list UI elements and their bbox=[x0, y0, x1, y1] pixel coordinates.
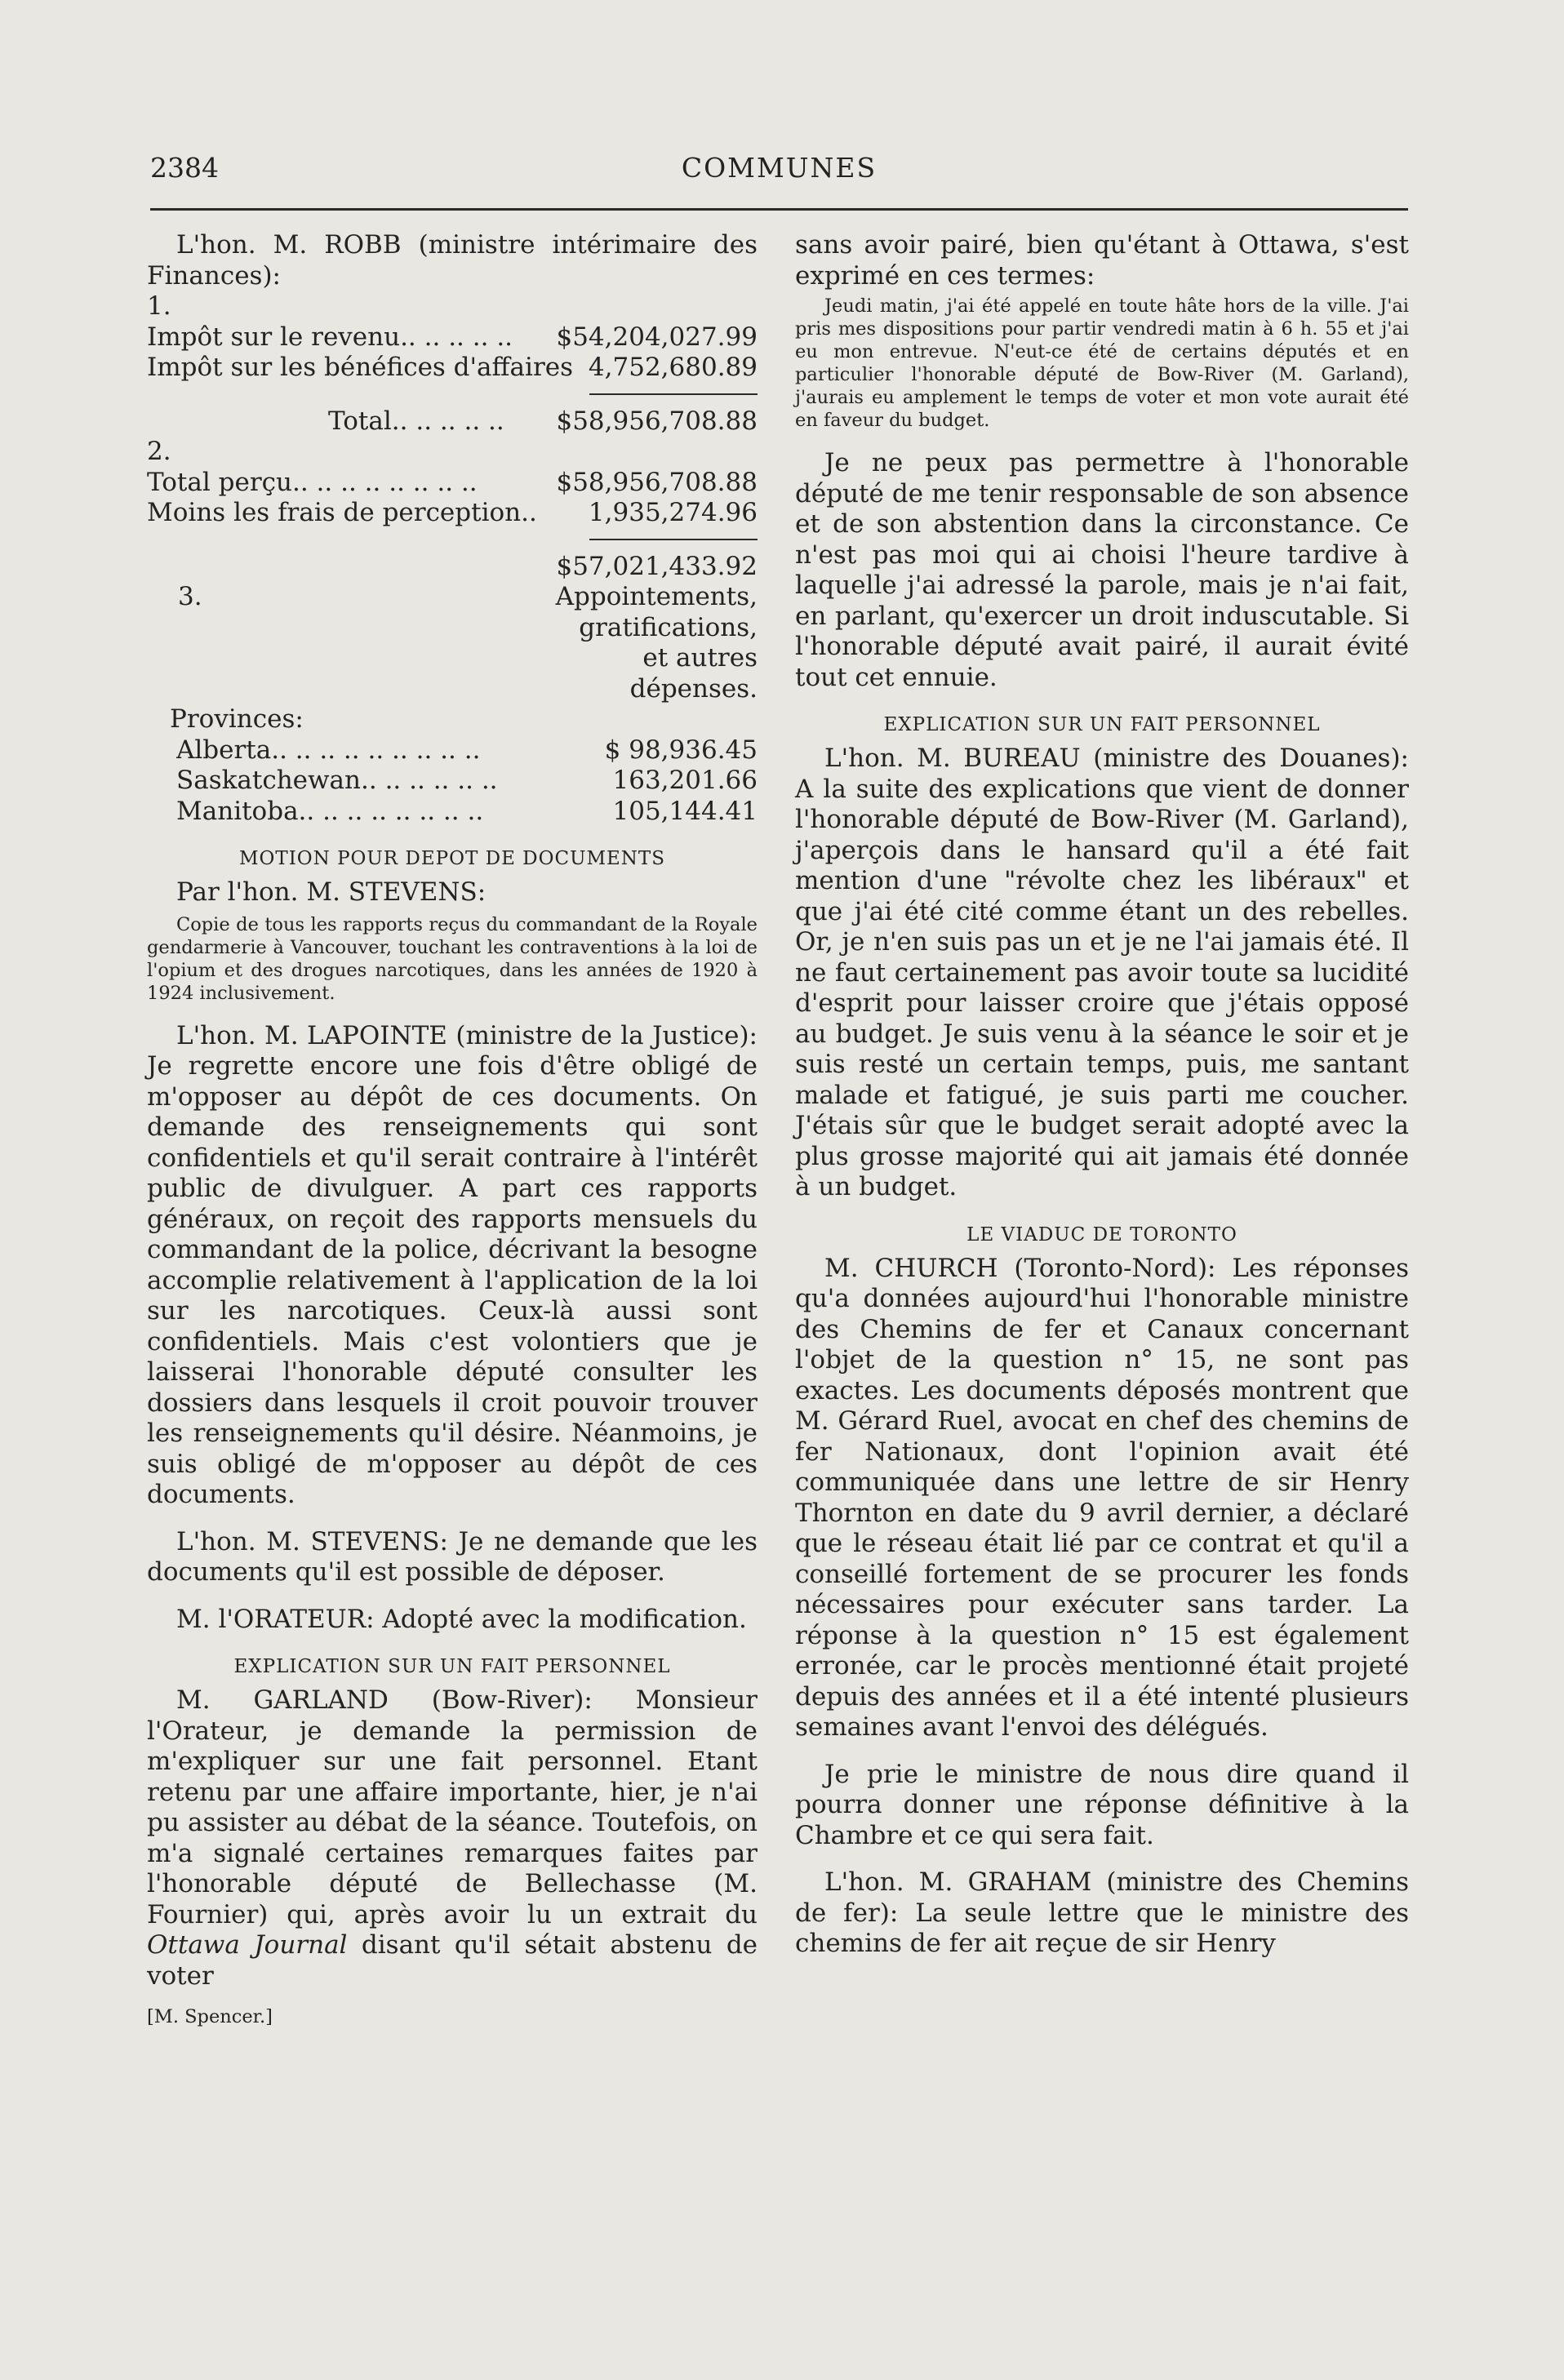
paragraph-garland bbox=[147, 1685, 758, 1991]
appointements-stack bbox=[556, 582, 758, 704]
robb-intro: L'hon. M. ROBB (ministre intérimaire des Finances): bbox=[147, 230, 758, 291]
header-rule bbox=[150, 208, 1408, 211]
row-label: Total perçu.. .. .. .. .. .. .. .. bbox=[147, 467, 478, 497]
net-value: $57,021,433.92 bbox=[556, 551, 758, 581]
sum-rule bbox=[589, 539, 758, 540]
page-header bbox=[150, 152, 1408, 193]
provinces-label: Provinces: bbox=[170, 704, 304, 734]
table-row bbox=[147, 498, 758, 529]
section-heading: EXPLICATION SUR UN FAIT PERSONNEL bbox=[883, 714, 1321, 735]
section-heading: MOTION POUR DEPOT DE DOCUMENTS bbox=[238, 848, 666, 869]
stack-line: Appointements, bbox=[555, 582, 758, 611]
total-label: Total.. .. .. .. .. bbox=[328, 406, 504, 436]
row-label: Alberta.. .. .. .. .. .. .. .. .. bbox=[176, 735, 481, 765]
table-row bbox=[147, 797, 758, 828]
row-label: Moins les frais de perception.. bbox=[147, 498, 537, 527]
table-row bbox=[147, 735, 758, 766]
newspaper-title: Ottawa Journal bbox=[147, 1930, 348, 1960]
stack-line: gratifications, bbox=[579, 612, 758, 642]
section-heading: LE VIADUC DE TORONTO bbox=[966, 1223, 1237, 1246]
table-row bbox=[147, 766, 758, 797]
motion-text: Copie de tous les rapports reçus du commandant de la Royale gendarmerie à Vancouver, touchant les contraventions à la loi de l'opium et des drogues narcotiques, dans les années de 1920 à 1924 inclusivement. bbox=[147, 913, 758, 1004]
row-value: 105,144.41 bbox=[612, 796, 758, 826]
paragraph-continued: sans avoir pairé, bien qu'étant à Ottawa, s'est exprimé en ces termes: bbox=[795, 230, 1409, 291]
block-quote: Jeudi matin, j'ai été appelé en toute hâte hors de la ville. J'ai pris mes dispositions pour partir vendredi matin à 6 h. 55 et j'ai eu mon entrevue. N'eut-ce été de certains députés et en particulier l'honorable député de Bow-River (M. Garland), j'aurais eu amplement le temps de voter et mon vote aurait été en faveur du budget. bbox=[795, 295, 1409, 431]
motion-par: Par l'hon. M. STEVENS: bbox=[176, 877, 487, 907]
row-label: Manitoba.. .. .. .. .. .. .. .. bbox=[176, 796, 484, 826]
row-value: 1,935,274.96 bbox=[588, 498, 758, 527]
running-head: COMMUNES bbox=[681, 152, 878, 184]
page-number: 2384 bbox=[150, 152, 219, 184]
left-column bbox=[147, 230, 758, 2027]
row-label: Impôt sur le revenu.. .. .. .. .. bbox=[147, 322, 513, 352]
stack-line: dépenses. bbox=[629, 673, 758, 704]
row-label: Impôt sur les bénéfices d'affaires bbox=[147, 353, 574, 382]
table-row bbox=[147, 468, 758, 499]
paragraph-response: Je ne peux pas permettre à l'honorable député de me tenir responsable de son absence et de son abstention dans la circonstance. Ce n'est pas moi qui ai choisi l'heure tardive à laquelle j'ai adressé la parole, mais je n'ai fait, en parlant, qu'exercer un droit induscutable. Si l'honorable député avait pairé, il aurait évité tout cet ennuie. bbox=[795, 448, 1409, 692]
paragraph-bureau: L'hon. M. BUREAU (ministre des Douanes): A la suite des explications que vient de donner l'honorable député de Bow-River (M. Garland), j'aperçois dans le hansard qu'il a été fait mention d'une "révolte chez les libéraux" et que j'ai été cité comme étant un des rebelles. Or, je n'en suis pas un et je ne l'ai jamais été. Il ne faut certainement pas avoir toute sa lucidité d'esprit pour laisser croire que j'étais opposé au budget. Je suis venu à la séance le soir et je suis resté un certain temps, puis, me santant malade et fatigué, je suis parti me coucher. J'étais sûr que le budget serait adopté avec la plus grosse majorité qui ait jamais été donnée à un budget. bbox=[795, 744, 1409, 1201]
row-value: $58,956,708.88 bbox=[556, 467, 758, 497]
paragraph-church: M. CHURCH (Toronto-Nord): Les réponses qu'a données aujourd'hui l'honorable ministre des Chemins de fer et Canaux concernant l'objet de la question n° 15, ne sont pas exactes. Les documents déposés montrent que M. Gérard Ruel, avocat en chef des chemins de fer Nationaux, dont l'opinion avait été communiquée dans une lettre de sir Henry Thornton en date du 9 avril dernier, a déclaré que le réseau était lié par ce contrat et qu'il a conseillé fortement de se procurer les fonds nécessaires pour exécuter sans tarder. La réponse à la question n° 15 est également erronée, car le procès mentionné était projeté depuis des années et il a été intenté plusieurs semaines avant l'envoi des délégués. bbox=[795, 1253, 1409, 1742]
stack-line: et autres bbox=[642, 643, 758, 673]
total-value: $58,956,708.88 bbox=[556, 406, 758, 436]
row-value: $54,204,027.99 bbox=[556, 322, 758, 352]
sum-rule bbox=[589, 393, 758, 395]
paragraph-lapointe: L'hon. M. LAPOINTE (ministre de la Justice): Je regrette encore une fois d'être obligé de m'opposer au dépôt de ces documents. On demande des renseignements qui sont confidentiels et qu'il serait contraire à l'intérêt public de divulguer. A part ces rapports généraux, on reçoit des rapports mensuels du commandant de la police, décrivant la besogne accomplie relativement à l'application de la loi sur les narcotiques. Ceux-là aussi sont confidentiels. Mais c'est volontiers que je laisserai l'honorable député consulter les dossiers dans lesquels il croit pouvoir trouver les renseignements qu'il désire. Néanmoins, je suis obligé de m'opposer au dépôt de ces documents. bbox=[147, 1020, 758, 1509]
table-row bbox=[147, 353, 758, 384]
item-2-number: 2. bbox=[147, 437, 171, 466]
total-row bbox=[147, 406, 758, 437]
item-3-block bbox=[147, 582, 758, 704]
paragraph-graham: L'hon. M. GRAHAM (ministre des Chemins de fer): La seule lettre que le ministre des chemins de fer ait reçue de sir Henry bbox=[795, 1867, 1409, 1958]
item-3-number: 3. bbox=[178, 582, 202, 611]
paragraph-church-2: Je prie le ministre de nous dire quand il pourra donner une réponse définitive à la Chambre et ce qui sera fait. bbox=[795, 1759, 1409, 1850]
paragraph-stevens: L'hon. M. STEVENS: Je ne demande que les documents qu'il est possible de déposer. bbox=[147, 1526, 758, 1587]
row-value: 4,752,680.89 bbox=[588, 353, 758, 382]
row-value: 163,201.66 bbox=[612, 766, 758, 795]
paragraph-orateur: M. l'ORATEUR: Adopté avec la modification. bbox=[176, 1604, 747, 1634]
right-column bbox=[795, 230, 1409, 1960]
item-1-number: 1. bbox=[147, 291, 171, 321]
footer-note: [M. Spencer.] bbox=[147, 2006, 273, 2027]
garland-text: M. GARLAND (Bow-River): Monsieur l'Orateur, je demande la permission de m'expliquer sur une fait personnel. Etant retenu par une affaire importante, hier, je n'ai pu assister au débat de la séance. Toutefois, on m'a signalé certaines remarques faites par l'honorable député de Bellechasse (M. Fournier) qui, après avoir lu un extrait du bbox=[147, 1685, 758, 1929]
row-value: $ 98,936.45 bbox=[604, 735, 758, 765]
section-heading: EXPLICATION SUR UN FAIT PERSONNEL bbox=[233, 1656, 671, 1677]
row-label: Saskatchewan.. .. .. .. .. .. bbox=[176, 766, 498, 795]
garland-text-end: disant qu'il sétait abstenu de voter bbox=[147, 1930, 758, 1991]
table-row bbox=[147, 322, 758, 353]
